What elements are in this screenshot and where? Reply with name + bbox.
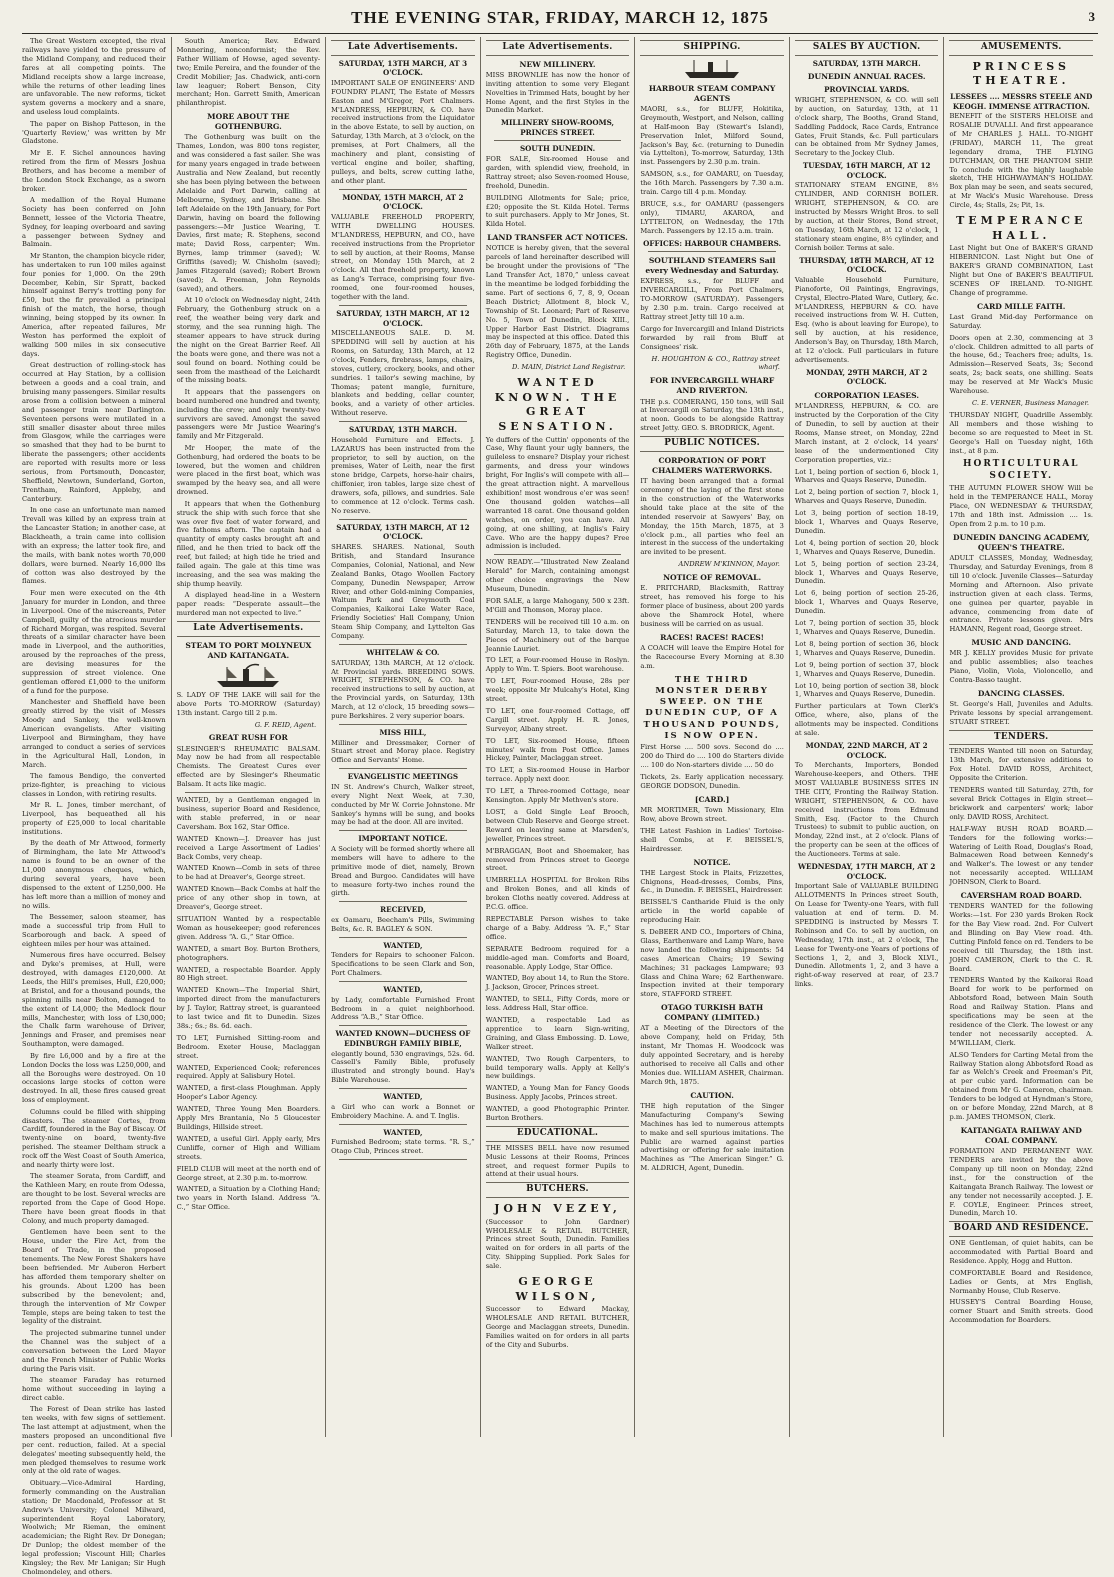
verner-signature: C. E. VERNER, Business Manager. <box>972 399 1090 407</box>
tender-ad: TENDERS wanted till Saturday, 27th, for several Brick Cottages in Elgin street—brickwork and carpenters' work; labor only. DAVID ROSS, Architect. <box>949 786 1094 821</box>
classes-heading: DANCING CLASSES. <box>977 688 1065 698</box>
sales-heading: SALES BY AUCTION. <box>795 40 939 56</box>
temperance-more: Doors open at 2.30, commencing at 3 o'clock. Children admitted to all parts of the house, 6d.; Teachers free; adults, 1s. Admission—Reserved Seats, 3s; Second seats, 2s; back seats, one shilling. Seats may be reserved at Mr Wack's Music Warehouse. <box>949 333 1094 396</box>
lease-lot: Lot 8, being portion of section 36, block 1, Wharves and Quays Reserve, Dunedin. <box>794 639 939 657</box>
caution-heading: CAUTION. <box>690 1090 734 1100</box>
wilson-ad: Successor to Edward Mackay, WHOLESALE AND RETAIL BUTCHER, George and Maclaggan streets, Dunedin. Families waited on for orders in all parts of the City and Suburbs. <box>485 1305 630 1349</box>
lease-lot: Lot 3, being portion of section 18-19, block 1, Wharves and Quays Reserve, Dunedin. <box>794 509 939 535</box>
steam-heading: STEAM TO PORT MOLYNEUX AND KAITANGATA. <box>185 640 312 660</box>
temperance-ad: Last Night but One of BAKER'S GRAND HIBERNICON. Last Night but One of BAKER'S GRAND COMBINATION, Last Night but One of BAKER'S BEAUTIFUL SCENES OF IRELAND. TO-NIGHT. Change of programme. <box>949 244 1094 297</box>
ad-body: Tenders for Repairs to schooner Falcon. Specifications to be seen Clark and Son, Port Chalmers. <box>331 951 475 978</box>
lease-lot: Lot 1, being portion of section 6, block 1, Wharves and Quays Reserve, Dunedin. <box>794 467 939 485</box>
household-ad: Valuable Household Furniture, Pianoforte, Oil Paintings, Engravings, Crystal, Electro-Plated Ware, Cutlery, &c. M'LANDRESS, HEPBURN & CO. have received instructions from W. H. Cutten, Esq. (who is about leaving for Europe), to sell by auction, at his residence, Anderson's Bay, on Thursday, 18th March, at 12 o'clock. Full particulars in future advertisements. <box>794 275 939 364</box>
invercargill-heading: FOR INVERCARGILL WHARF AND RIVERTON. <box>649 376 775 396</box>
land-signature: D. MAIN, District Land Registrar. <box>511 363 626 372</box>
caversham-ad: TENDERS WANTED for the following Works:—1st. For 230 yards Broken Rock for the Bay View road. 2nd. For Culvert and Blinding on Bay View road. 4th. Cutting Pinfold fence on rd. Tenders to be received till Thursday, the 18th inst. JOHN CAMERON, Clerk to the C. R. Board. <box>949 902 1094 973</box>
races-ad: A COACH will leave the Empire Hotel for the Racecourse Every Morning at 8.30 a.m. <box>640 643 784 670</box>
further-note: Further particulars at Town Clerk's Office, where, also, plans of the allotments may be inspected. Conditions at sale. <box>794 702 939 738</box>
ad-heading: MISS HILL, <box>379 727 427 737</box>
music-heading: MUSIC AND DANCING. <box>971 638 1072 648</box>
ad-body: ex Oamaru, Beecham's Pills, Swimming Belts, &c. R. BAGLEY & SON. <box>331 915 475 933</box>
ad-heading: RECEIVED, <box>380 905 426 915</box>
races-auction: WRIGHT, STEPHENSON, & CO. will sell by auction, on Saturday, 13th, at 11 o'clock sharp, The Booths, Grand Stand, Saddling Paddock, Race Cards, Entrance Gates, Fruit Stands, &c. Full particulars can be obtained from Mr Sydney James, Secretary to the Jockey Club. <box>794 95 939 158</box>
ad-body: Furnished Bedroom; state terms. “R. S.,” Otago Club, Princes street. <box>331 1138 475 1155</box>
late-ads-heading-3: Late Advertisements. <box>486 40 630 56</box>
news-paragraph: Obituary.—Vice-Admiral Harding, formerly commanding on the Australian station; Dr Macdonald, Professor at St Andrew's University; Colonel Milward, superintendent Royal Laboratory, Woolwich; Mr Rieman, the eminent academician; the Right Rev. Dr Donegan; Dr Dunlop; the oldest member of the legal profession; Viscount Hill; Charles Kingsley; the Rev. Mr Lanigan; Sir Hugh Cholmondeley, and others. <box>22 1478 166 1576</box>
baths-heading: OTAGO TURKISH BATH COMPANY (LIMITED.) <box>660 1003 764 1023</box>
removal-heading: NOTICE OF REMOVAL. <box>663 573 762 583</box>
board-heading: BOARD AND RESIDENCE. <box>949 1221 1093 1237</box>
races-heading: RACES! RACES! RACES! <box>660 632 765 642</box>
butcher-ad: (Successor to John Gardner) WHOLESALE & RETAIL BUTCHER, Princes street South, Dunedin. Families waited on for orders in all parts of the City. Shipping Supplied. Pork Sales for sale. <box>485 1217 630 1271</box>
butcher-name: JOHN VEZEY, <box>494 1202 621 1216</box>
ad-heading: SATURDAY, 13TH MARCH, AT 3 O'CLOCK. <box>338 58 468 78</box>
corporation-signature: ANDREW M'KINNON, Mayor. <box>678 560 780 569</box>
houghton-signature: H. HOUGHTON & CO., Rattray street wharf. <box>651 354 780 372</box>
classified-ad: WANTED, Boy about 14, to Run the Store. J. Jackson, Grocer, Princes street. <box>485 974 630 992</box>
tenders-heading: TENDERS. <box>949 730 1093 746</box>
lease-lot: Lot 6, being portion of section 25-26, block 1, Wharves and Quays Reserve, Dunedin. <box>794 589 939 616</box>
tuesday-date: TUESDAY, 16TH MARCH, AT 12 O'CLOCK. <box>802 161 931 180</box>
news-paragraph: Four men were executed on the 4th January for murder in London, and three in Liverpool. One of the miscreants, Peter Campbell, guilty of the atrocious murder of Richard Morgan, was respited. Several threats of a similar character have been made in Liverpool, and the authorities, aroused by the reproaches of the press, are devising measures for the suppression of street violence. One gentleman offered £1,000 to the uniform of a fund for the purpose. <box>22 588 166 695</box>
classified-ad: WANTED, a useful Girl. Apply early, Mrs Cunliffe, corner of High and William streets. <box>176 1134 321 1161</box>
stationary-engine-ad: STATIONARY STEAM ENGINE, 8½ CYLINDER, AND CORNISH BOILER. WRIGHT, STEPHENSON, & CO. are instructed by Messrs Wright Bros. to sell by auction, at their Stores, Bond street, on Tuesday, 16th March, at 12 o'clock, 1 stationary steam engine, 8½ cylinder, and Cornish boiler. Terms at sale. <box>794 181 939 252</box>
wanted-known-heading: WANTED KNOWN. THE GREAT SENSATION. <box>494 376 621 433</box>
caution-ad: THE high reputation of the Singer Manufacturing Company's Sewing Machines has led to numerous attempts to make and sell spurious imitations. The Public are warned against parties advertising or offering for sale imitation Machines as “The American Singer.” G. M. ALDRICH, Agent, Dunedin. <box>640 1101 784 1173</box>
late-ads-heading-2: Late Advertisements. <box>331 40 475 56</box>
ad-body: a Girl who can work a Bonnet or Embroidery Machine. A. and T. Inglis. <box>331 1102 475 1120</box>
article-paragraph: It appears that the passengers on board numbered one hundred and twenty, including the crew; and only twenty-two survivors are saved. Amongst the saved passengers were Mr Justice Wearing's family and Mr Fitzgerald. <box>176 387 321 441</box>
classified-ad: WANTED, Two Rough Carpenters, to build temporary walls. Apply at Kelly's new buildings. <box>485 1054 630 1081</box>
southland-heading: SOUTHLAND STEAMERS Sail every Wednesday and Saturday. <box>645 256 779 276</box>
ad-heading: SATURDAY, 13TH MARCH. <box>349 425 457 435</box>
classified-ad: FOR SALE, a large Mahogany, 500 x 23ft. M'Gill and Thomson, Moray place. <box>485 596 630 614</box>
column-1-news <box>22 37 171 1576</box>
steamship-icon-2 <box>682 58 742 80</box>
classified-ad: TO LET, Six-roomed House, fifteen minutes' walk from Post Office. James Hickey, Painter, Maclaggan street. <box>485 736 630 763</box>
masthead-title: THE EVENING STAR, FRIDAY, MARCH 12, 1875 <box>351 8 769 27</box>
news-paragraph: The paper on Bishop Patteson, in the 'Quarterly Review,' was written by Mr Gladstone. <box>22 119 166 146</box>
gothenburg-heading: MORE ABOUT THE GOTHENBURG. <box>207 112 290 132</box>
ad-heading: IMPORTANT NOTICE. <box>358 834 448 844</box>
balsam-ad: SLESINGER'S RHEUMATIC BALSAM. May now be had from all respectable Chemists. The Greatest Cures ever effected are by Slesinger's Rheumatic Balsam. It acts like magic. <box>176 744 321 789</box>
classified-ad: SEPARATE Bedroom required for a middle-aged man. Comforts and Board, reasonable. Apply Lodge, Star Office. <box>485 944 630 971</box>
ad-heading: SATURDAY, 13TH MARCH, AT 12 O'CLOCK. <box>336 308 470 328</box>
news-paragraph: The Bessemer, saloon steamer, has made a successful trip from Hull to Scarborough and back. A speed of eighteen miles per hour was attained. <box>22 913 166 948</box>
news-paragraph: The famous Bendigo, the converted prize-fighter, is preaching to vicious classes in London, with retiring results. <box>22 772 166 798</box>
ad-body: SHARES. SHARES. National, South British, and Standard Insurance Companies, Colonial, National, and New Zealand Banks, Otago Woollen Factory Company, Dunedin Newspaper, Arrow River, and other Gold-mining Companies, Waltum Park and Greymouth Coal Companies, Kaikorai Lake Water Race, Friendly Societies' Hall Company, Union Steam Ship Company, and Lyttelton Gas Company. <box>331 543 475 641</box>
news-paragraph: Great destruction of rolling-stock has occurred at Hay Station, by a collision between a goods and a coal train, and bruising many passengers. Similar results arose from a collision between a mineral and passenger train near Darlington. Seventeen persons were mutilated in a still smaller disaster about three miles from Glasgow, while the carriages were so smashed that they had to be burnt to liberate the passengers; other accidents are reported with results more or less serious, from Portsmouth, Doncaster, Sheffield, Newtown, Sunderland, Gorton, Trentham, Rainford, Appleby, and Canterbury. <box>22 361 166 503</box>
board-ad: COMFORTABLE Board and Residence, Ladies or Gents, at Mrs English, Normanby House, Club Reserve. <box>949 1268 1094 1295</box>
classified-ad: TO LET, a Four-roomed House in Roslyn. Apply to Wm. T. Spiers. Boot warehouse. <box>485 656 630 674</box>
leases-ad: M'LANDRESS, HEPBURN, & CO. are instructed by the Corporation of the City of Dunedin, to sell by auction at their Rooms, Manse street, on Monday, 22nd March instant, at 2 o'clock, 14 years' lease of the undermentioned City Corporation properties, viz.: <box>794 402 939 464</box>
news-paragraph: By fire L6,000 and by a fire at the London Docks the loss was L250,000, and all the Boroughs were destroyed. On 10 occasions large stocks of cotton were destroyed. In all, these fires caused great loss of employment. <box>22 1051 166 1105</box>
news-paragraph: South America; Rev. Edward Monnering, nonconformist; the Rev. Father William of Howse, aged seventy-two; Emile Pereira, and the founder of the Credit Mobilier; Jas. Chadwick, anti-corn law leaguer; Robert Benson, City merchant; Hon. Garrett Smith, American philanthropist. <box>176 37 321 108</box>
classified-ad: WANTED, Three Young Men Boarders. Apply Mrs Brantania, No 5 Gloucester Buildings, Hillside street. <box>176 1105 321 1131</box>
classified-ad: WANTED, by a Gentleman engaged in business, superior Board and Residence, with stable preferred, in or near Caversham. Box 162, Star Office. <box>176 796 321 831</box>
cantharide-ad: BEISSEL'S Cantharide Fluid is the only article in the world capable of reproducing Hair. <box>640 898 784 925</box>
classified-ad: REPECTABLE Person wishes to take charge of a Baby. Address “A. F.,” Star office. <box>485 914 630 941</box>
butchers-heading: BUTCHERS. <box>486 1182 630 1198</box>
news-paragraph: The Forest of Dean strike has lasted ten weeks, with few signs of settlement. The last attempt at adjustment, when the masters proposed an unconditional five per cent. reduction, failed. At a special delegates' meeting subsequently held, the men pledged themselves to resume work only at the old rate of wages. <box>22 1405 166 1476</box>
classified-ad: WANTED Known—The Imperial Shirt, imported direct from the manufacturers by J. Taylor, Rattray street, is guaranteed to last twice and fit to Dunedin. Sizes 38s.; 6s.; 8s. 6d. each. <box>176 986 321 1030</box>
column-6-auctions <box>789 37 944 1437</box>
debeer-ad: S. DeBEER AND CO., Importers of China, Glass, Earthenware and Lamp Ware, have now landed the following shipments: 54 cases American Chairs; 19 Sewing Machines; 31 packages Lampware; 93 Glass and China Ware; 62 Earthenware. Inspection invited at their temporary store, STAFFORD STREET. <box>640 928 784 999</box>
article-paragraph: At 10 o'clock on Wednesday night, 24th February, the Gothenburg struck on a reef, the weather being very dark and stormy, and the sea running high. The steamer appears to have struck during the night on the Great Barrier Reef. All the boats were gone, and there was not a soul found on board. Nothing could be seen from the masthead of the Leichardt of the missing boats. <box>176 296 321 385</box>
news-paragraph: By the death of Mr Attwood, formerly of Birmingham, the late Mr Attwood's name is found to be an owner of the L1,000 anonymous cheques, which, during several years, have been dispensed to the extent of L250,000. He has left more than a million of money and no wills. <box>22 839 166 910</box>
offices: OFFICES: HARBOUR CHAMBERS. <box>643 238 782 248</box>
invercargill-ad: THE p.s. COMERANG, 150 tons, will Sail at Invercargill on Saturday, the 13th inst., at noon. Goods to be alongside Rattray street Jetty. GEO. S. BRODRICK, Agent. <box>640 397 784 433</box>
ad-heading: WANTED, <box>383 985 423 995</box>
educational-ad: THE MISSES BELL have now resumed Music Lessons at their Rooms, Princes street, and request former Pupils to attend at their usual hours. <box>485 1143 630 1179</box>
ad-heading: EVANGELISTIC MEETINGS <box>347 772 459 782</box>
news-paragraph: A medallion of the Royal Humane Society has been conferred on John Bennett, lessee of the Victoria Theatre, Sydney, for leaping overboard and saving a passenger between Sydney and Balmain. <box>22 195 166 249</box>
classified-ad: WANTED, Experienced Cook; references required. Apply at Salisbury Hotel. <box>176 1063 321 1081</box>
corporation-heading: CORPORATION OF PORT CHALMERS WATERWORKS. <box>652 455 773 475</box>
business-sites-ad: To Merchants, Importers, Bonded Warehouse-keepers, and Others. THE MOST VALUABLE BUSINESS SITES IN THE CITY, Fronting the Railway Station. WRIGHT, STEPHENSON, & CO. have received instructions from Edmund Smith, Esq. (Factor to the Church Trustees) to submit to public auction, on Monday, 22nd inst., at 2 o'clock. Plans of the property can be seen at the offices of the Auctioneers. Terms at sale. <box>794 761 939 859</box>
ship-ad: SAMSON, s.s., for OAMARU, on Tuesday, the 16th March. Passengers by 7.30 a.m. train. Cargo till 4 p.m. Monday. <box>640 170 784 197</box>
lease-lot: Lot 2, being portion of section 7, block 1, Wharves and Quays Reserve, Dunedin. <box>794 488 939 506</box>
express-ad: EXPRESS, s.s., for BLUFF and INVERCARGILL, From Port Chalmers, TO-MORROW (SATURDAY). Passengers by 2.30 p.m. train. Cargo received at Rattray street Jetty till 10 a.m. <box>640 277 784 321</box>
sensation-ad: Ye duffers of the Cuttin' opponents of the Case, Why flaunt your ugly banners, the guileless to ensnare? Display your richest garments, and dress your windows bright, For Inglis's will compete with all—the great attraction night. A marvellous exhibition! most wondrous e'er was seen! One thousand golden watches—all warranted 18 carat. One thousand golden watches, on order, you can have. All going, at one shilling, at Inglis's Fairy Cave. Who are the happy dupes? Free admission is included. <box>485 435 630 551</box>
lease-lot: Lot 10, being portion of section 38, block 1, Wharves and Quays Reserve, Dunedin. <box>794 681 939 699</box>
news-paragraph: Gentlemen have been sent to the House, under the Fire Act, from the Board of Trade, in the proposed tenements. The New Forest Shakers have been befriended. Mr Auberon Herbert has afforded them temporary shelter on his grounds. About L200 has been subscribed by the benevolent; and, through the intervention of Mr Cowper Temple, steps are being taken to test the legality of the distraint. <box>22 1228 166 1326</box>
news-paragraph: The projected submarine tunnel under the Channel was the subject of a conversation between the Lord Mayor and the French Minister of Public Works during the Paris visit. <box>22 1328 166 1373</box>
steamship-icon <box>213 663 283 689</box>
classified-ad: WANTED, a respectable Lad as apprentice to learn Sign-writing, Graining, and Glass Embossing. D. Lowe, Walker street. <box>485 1016 630 1051</box>
tender-ad: HALF-WAY BUSH ROAD BOARD.—Tenders for the following works:—Watering of Leith Road, Douglas's Road, Balmacewen Road between Kennedy's and Walker's. The lowest or any tender not necessarily accepted. WILLIAM JOHNSON, Clerk to Board. <box>949 824 1094 887</box>
news-paragraph: The steamer Faraday has returned home without succeeding in laying a direct cable. <box>22 1375 166 1402</box>
classified-ad: SITUATION Wanted by a respectable Woman as housekeeper; good references given. Address “A. G.,” Star Office. <box>176 914 321 941</box>
classified-ad: TO LET, a Six-roomed House in Harbor terrace. Apply next door. <box>485 766 630 784</box>
temperance-heading: TEMPERANCE HALL. <box>956 214 1087 242</box>
races-title: DUNEDIN ANNUAL RACES. <box>807 72 926 82</box>
music-ad: MR J. KELLY provides Music for private and public assemblies; also teaches Piano, Violin, Viola, Violoncello, and Contra-Basso taught. <box>949 649 1094 685</box>
classified-ad: TO LET, Four-roomed House, 28s per week; opposite Mr Mulcahy's Hotel, King street. <box>485 677 630 704</box>
harbour-heading: HARBOUR STEAM COMPANY AGENTS <box>648 83 776 103</box>
lease-lot: Lot 5, being portion of section 23-24, block 1, Wharves and Quays Reserve, Dunedin. <box>794 559 939 586</box>
column-2-news <box>171 37 326 1437</box>
notice-heading: NOTICE. <box>693 857 731 867</box>
faith-heading: CARD MILLE FAITH. <box>977 301 1066 311</box>
ad-body: Milliner and Dressmaker, Corner of Stuart street and Moray place. Registry Office and Servants' Home. <box>331 738 475 765</box>
land-heading: LAND TRANSFER ACT NOTICES. <box>487 233 628 243</box>
news-paragraph: In one case an unfortunate man named Trevall was killed by an express train at the Lancaster Station; in another case, at Blackheath, a train came into collision with an express; the latter took fire, and the mails, with bank notes worth 70,000 dollars, were burned. Nearly 16,000 lbs of cotton was also destroyed by the flames. <box>22 506 166 586</box>
educational-heading: EDUCATIONAL. <box>486 1126 630 1142</box>
ad-body: MISCELLANEOUS SALE. D. M. SPEDDING will sell by auction at his Rooms, on Saturday, 13th March, at 12 o'clock, Fenders, firebrass, lamps, chairs, stoves, cutlery, crockery, books, and other sundries. 1 tailor's sewing machine, by Thomas; patent mangle, furniture, blankets and bedding, cellar counter, books, and a variety of other articles. Without reserve. <box>331 329 475 418</box>
races-place: PROVINCIAL YARDS. <box>824 85 910 95</box>
ad-body: Household Furniture and Effects. J. LAZARUS has been instructed from the proprietor, to sell by auction, on the premises, Water of Leith, near the first stone bridge, Carpets, horse-hair chairs, chiffonier, iron tables, large size chest of drawers, sofa, pillows, and sundries. Sale to commence at 12 o'clock. Terms cash. No reserve. <box>331 435 475 515</box>
classified-ad: WANTED Known—Comb in sets of three to be had at Dreaver's, George street. <box>176 864 321 882</box>
lease-lot: Lot 4, being portion of section 20, block 1, Wharves and Quays Reserve, Dunedin. <box>794 538 939 556</box>
classified-ad: M'BRAGGAN, Boot and Shoemaker, has removed from Princes street to George street. <box>485 846 630 873</box>
theatre-ad: BENEFIT of the SISTERS HELOISE and ROSALIE DUVALLI. And first appearance of Mr CHARLES J. HALL. TO-NIGHT (FRIDAY), MARCH 11, The great legendary drama, THE FLYING DUTCHMAN, OR THE PHANTOM SHIP. To conclude with the highly laughable sketch, THE HIGHWAYMAN'S HOLIDAY. Box plan may be seen, and seats secured, at Mr Wack's Music Warehouse. Dress Circle, 4s; Stalls, 2s; Pit, 1s. <box>949 112 1094 210</box>
classified-ad: TO LET, one four-roomed Cottage, off Cargill street. Apply H. R. Jones, Surveyor, Albany street. <box>485 706 630 733</box>
allotments-ad: Important Sale of VALUABLE BUILDING ALLOTMENTS In Princes street South, On Lease for Twenty-one Years, with full valuation at end of term. D. M. SPEDDING is instructed by Messrs T. Robinson and Co. to sell by auction, on Wednesday, 17th inst., at 2 o'clock, The Lease for Twenty-one Years of portions of Sections 1, 2, and 3, Block XLVI., Dunedin. Allotments 1, 2, and 3 have a right-of-way reserved at rear, of 23.7 links. <box>794 882 939 989</box>
classified-ad: WANTED, a respectable Boarder. Apply 80 High street. <box>176 965 321 983</box>
fringe-ad: THE Latest Fashion in Ladies' Tortoise-shell Combs, at F. BEISSEL'S, Hairdresser. <box>640 826 784 853</box>
wilson-name: GEORGE WILSON, <box>515 1275 600 1303</box>
lease-lot: Lot 9, being portion of section 37, block 1, Wharves and Quays Reserve, Dunedin. <box>794 660 939 678</box>
board-ad: ONE Gentleman, of quiet habits, can be accommodated with Partial Board and Residence. Apply, Hogg and Hutton. <box>949 1239 1094 1265</box>
ad-body: A Society will be formed shortly where all members will have to adhere to the primitive mode of diet, namely, Brown Bread and Burgoo. Candidates will have to measure forty-two inches round the girth. <box>331 844 475 898</box>
news-paragraph: The Great Western excepted, the rival railways have yielded to the pressure of the Midland Company, and reduced their fares at all competing points. The Midland receipts show a large increase, while the returns of other leading lines are unfavorable. The new reforms, ticket system governs a mockery and a snare, and useless loud complaints. <box>22 37 166 117</box>
races-date: SATURDAY, 13TH MARCH. <box>812 58 921 68</box>
ad-body: IMPORTANT SALE OF ENGINEERS' AND FOUNDRY PLANT, The Estate of Messrs Easton and M'Gregor, Port Chalmers. M'LANDRESS, HEPBURN, & CO. have received instructions from the Liquidator in the above Estate, to sell by auction, on Saturday, 13th March, at 3 o'clock, on the premises, at Port Chalmers, all the machinery and plant, consisting of vertical engine and boiler, shafting, pulleys, and belts, screw cutting lathe, and other plant. <box>331 78 475 185</box>
page-number: 3 <box>1088 9 1096 24</box>
amusements-heading: AMUSEMENTS. <box>949 40 1093 56</box>
classified-ad: TENDERS will be received till 10 a.m. on Saturday, March 13, to take down the Pieces of Machinery out of the barque Jeannie Lauriet. <box>485 617 630 653</box>
monday22-date: MONDAY, 22ND MARCH, AT 2 O'CLOCK. <box>805 740 928 760</box>
board-ad: HUSSEY'S Central Boarding House, corner Stuart and Smith streets. Good Accommodation for Boarders. <box>949 1298 1094 1325</box>
classified-ad: WANTED, a Situation by a Clothing Hand; two years in North Island. Address “A. C.,” Star Office. <box>176 1185 321 1212</box>
horticultural-ad: THE AUTUMN FLOWER SHOW Will be held in the TEMPERANCE HALL, Moray Place, ON WEDNESDAY & THURSDAY, 17th and 18th inst. Admission .... 1s. Open from 2 p.m. to 10 p.m. <box>949 484 1094 528</box>
ad-heading: WANTED, <box>383 1127 423 1137</box>
land-notice: NOTICE is hereby given, that the several parcels of land hereinafter described will be brought under the provisions of “The Land Transfer Act, 1870,” unless caveat in the meantime be lodged forbidding the same. Part of sections 6, 7, 8, 9, Ocean Beach District; Allotment 8, block V., Township of St. Leonard; Part of Reserve No. 5, Town of Dunedin, Block XIII., Upper Harbor East District. Diagrams may be inspected at this office. Dated this 26th day of February, 1875, at the Lands Registry Office, Dunedin. <box>485 244 630 360</box>
corporation-ad: IT having been arranged that a formal ceremony of the laying of the first stone in the construction of the Waterworks should take place at the site of the intended reservoir at Sawyers' Bay, on Monday, the 15th March, 1875, at 3 o'clock p.m., all parties who feel an interest in the success of the undertaking are invited to be present. <box>640 477 784 557</box>
railway-heading: KAITANGATA RAILWAY AND COAL COMPANY. <box>960 1125 1082 1145</box>
classified-ad: UMBRELLA HOSPITAL for Broken Ribs and Broken Bones, and all kinds of broken Cloths neatly covered. Address at P.C.G. office. <box>485 876 630 912</box>
shipping-heading: SHIPPING. <box>640 40 784 56</box>
quadrille-ad: THURSDAY NIGHT, Quadrille Assembly. All members and those wishing to become so are requested to Meet in St. George's Hall on Tuesday night, 16th inst., at 8 p.m. <box>949 410 1094 455</box>
steam-signature: G. F. REID, Agent. <box>254 720 317 729</box>
railway-ad: FORMATION AND PERMANENT WAY. TENDERS are invited by the above Company up till noon on Monday, 22nd inst., for the construction of the Kaitangata Branch Railway. The lowest or any tender not necessarily accepted. J. E. F. COYLE, Engineer. Princes street, Dunedin, March 10. <box>949 1147 1094 1218</box>
south-dunedin: SOUTH DUNEDIN. <box>519 144 596 154</box>
theatre-heading: PRINCESS THEATRE. <box>972 59 1070 88</box>
thursday-date: THURSDAY, 18TH MARCH, AT 12 O'CLOCK. <box>799 255 935 275</box>
monday-date: MONDAY, 29TH MARCH, AT 2 O'CLOCK. <box>806 367 928 387</box>
classified-ad: WANTED, to SELL, Fifty Cords, more or less. Address Hall, Star office. <box>485 995 630 1013</box>
column-4-ads <box>480 37 635 1437</box>
ad-body: elegantly bound, 530 engravings, 52s. 6d. Cassell's Family Bible, profusely illustrated and strongly bound. Hay's Bible Warehouse. <box>331 1049 475 1085</box>
cargo-note: Cargo for Invercargill and Inland Districts forwarded by rail from Bluff at Consignees' risk. <box>640 324 784 351</box>
news-paragraph: Mr E. F. Sichel announces having retired from the firm of Messrs Joshua Brothers, and has become a member of the London Stock Exchange, as a sworn broker. <box>22 148 166 193</box>
classified-ad: TO LET, a Three-roomed Cottage, near Kensington. Apply Mr Methven's store. <box>485 787 630 805</box>
building-ad: BUILDING Allotments for Sale; price, £20; opposite the St. Kilda Hotel. Terms to suit purchasers. Apply to Mr Jones, St. Kilda Hotel. <box>485 193 630 229</box>
columns <box>22 37 1098 1576</box>
column-7-amusements <box>943 37 1098 1437</box>
classified-ad: LOST, a Gold Single Leaf Brooch, between Club Reserve and George street. Reward on leaving same at Marsden's, jeweller, Princes street. <box>485 808 630 843</box>
ad-heading: WANTED KNOWN—DUCHESS OF EDINBURGH FAMILY BIBLE, <box>335 1029 471 1048</box>
baths-ad: AT a Meeting of the Directors of the above Company, held on Friday, 5th instant, Mr Thomas H. Woodcock was duly appointed Secretary, and is hereby authorised to receive all Calls and other Monies due. WILLIAM ASHER, Chairman. March 9th, 1875. <box>640 1024 784 1086</box>
lease-lot: Lot 7, being portion of section 35, block 1, Wharves and Quays Reserve, Dunedin. <box>794 619 939 636</box>
classes-ad: St. George's Hall, Juveniles and Adults. Private lessons by special arrangement. STUART STREET. <box>949 700 1094 726</box>
ad-body: SATURDAY, 13th MARCH, At 12 o'clock. At Provincial yards. BREEDING SOWS. WRIGHT, STEPHENSON, & CO. have received instructions to sell by auction, at the Provincial yards, on Saturday, 13th March, at 12 o'clock, 15 breeding sows—pure Berkshires. 2 very superior boars. <box>331 658 475 721</box>
classified-ad: WANTED Known—J. Dreaver has just received a Large Assortment of Ladies' Back Combs, very cheap. <box>176 834 321 861</box>
ad-heading: MONDAY, 15TH MARCH, AT 2 O'CLOCK. <box>342 192 464 212</box>
matinee-ad: Last Grand Mid-day Performance on Saturday. <box>949 312 1094 330</box>
news-paragraph: Mr Stanton, the champion bicycle rider, has undertaken to run 100 miles against four ponies for 1,000. On the 29th December, Kebin, Sir Spratt, backed himself against Berry's trotting pony for £50, but the fir prevailed a principal finish of the match, the horse, though winning, being stopped by its owner. In America, after repeated failures, Mr Weston has performed the exploit of walking 500 miles in six consecutive days. <box>22 251 166 358</box>
news-paragraph: Manchester and Sheffield have been greatly stirred by the visit of Messrs Moody and Sankey, the well-known American evangelists. After visiting Liverpool and Birmingham, they have arranged to conduct a series of services in the Agricultural Hall, London, in March. <box>22 698 166 769</box>
article-paragraph: A displayed head-line in a Western paper reads: “Desperate assault—the murdered man not expected to live.” <box>176 591 321 618</box>
wednesday-date: WEDNESDAY, 17TH MARCH, AT 2 O'CLOCK. <box>797 862 936 881</box>
for-sale-ad: FOR SALE, Six-roomed House and garden, with splendid view, freehold, in Rattray street; also Seven-roomed House, freehold, Dunedin. <box>485 155 630 190</box>
late-ads-heading: Late Advertisements. <box>177 621 321 637</box>
classified-ad: WANTED, a good Photographic Printer. Burton Brothers. <box>485 1105 630 1123</box>
showrooms: MILLINERY SHOW-ROOMS, PRINCES STREET. <box>501 118 615 137</box>
article-paragraph: It appears that when the Gothenburg struck the ship with such force that she was over five feet of water forward, and five fathoms aftern. The captain had a quantity of empty casks brought aft and filled, and he then tried to back off the reef, but failed; at high tide he tried and failed again. The gale at this time was increasing, and the sea was making the ship thump heavily. <box>176 499 321 588</box>
also-ad: ALSO Tenders for Carting Metal from the Railway Station along Abbotsford Road as far as Welch's Creek and Freeman's Pit, at per cubic yard. Information can be obtained from Mr G. Cameron, chairman. Tenders to be lodged at Hyndman's Store, on or before Monday, 22nd March, at 8 p.m. JAMES THOMSON, Clerk. <box>949 1050 1094 1121</box>
tender-ad: TENDERS Wanted till noon on Saturday, 13th March, for extensive additions to Fox Hotel. DAVID ROSS, Architect, Opposite the Criterion. <box>949 747 1094 783</box>
classified-ad: NOW READY.—“Illustrated New Zealand Herald” for March, containing amongst other choice engravings the New Museum, Dunedin. <box>485 558 630 594</box>
derby-heading: THE THIRD MONSTER DERBY SWEEP. ON THE DUNEDIN CUP, OF A THOUSAND POUNDS, IS NOW OPEN. <box>643 674 781 742</box>
dancing-ad: ADULT CLASSES, Monday, Wednesday, Thursday, and Saturday Evenings, from 8 till 10 o'clock. Juvenile Classes—Saturday Morning and Afternoon. Also private instruction given at each class. Terms, one guinea per quarter, payable in advance, commencing from date of entrance. Private lessons given. Mrs HAMANN, Regent road, George street. <box>949 554 1094 634</box>
rush-heading: GREAT RUSH FOR <box>208 733 288 743</box>
notice-ad: THE Largest Stock in Plaits, Frizzettes, Chignons, Head-dresses, Combs, Pins, &c., in Dunedin. F. BEISSEL, Hairdresser. <box>640 868 784 895</box>
kaikorai-ad: TENDERS Wanted by the Kaikorai Road Board for work to be performed on Abbotsford Road, between Main South Road and Railway Station. Plans and specifications may be seen at the residence of the Clerk. The lowest or any tender not necessarily accepted. A. M'WILLIAM, Clerk. <box>949 976 1094 1047</box>
news-paragraph: The steamer Sorata, from Cardiff, and the Kathleen Mary, en route from Odessa, are thought to be lost. Several wrecks are reported from the Cape of Good Hope. There have been great floods in that Colony, and much property damaged. <box>22 1172 166 1225</box>
ad-heading: SATURDAY, 13TH MARCH, AT 12 O'CLOCK. <box>336 522 470 542</box>
public-notices-heading: PUBLIC NOTICES. <box>640 436 784 452</box>
news-paragraph: Columns could be filled with shipping disasters. The steamer Cortes, from Cardiff, foundered in the Bay of Biscay. Of twenty-nine on board, twenty-five perished. The steamer Deltham struck a rock off the West Coast of South America, and nearly thirty were lost. <box>22 1107 166 1170</box>
ship-ad: MAORI, s.s., for BLUFF, Hokitika, Greymouth, Westport, and Nelson, calling at Half-moon Bay (Stewart's Island), Preservation Inlet, Milford Sound, Jackson's Bay, &c. (returning to Dunedin via Lyttelton), To-morrow, Saturday, 13th inst. Passengers by 2.30 p.m. train. <box>640 104 784 167</box>
removal-ad: E. PRITCHARD, Blacksmith, Rattray street, has removed his forge to his former place of business, about 200 yards above the Shamrock Hotel, where business will be carried on as usual. <box>640 584 784 628</box>
column-5-shipping <box>634 37 789 1437</box>
news-paragraph: Mr R. L. Jones, timber merchant, of Liverpool, has bequeathed all his property of £25,000 to local charitable institutions. <box>22 801 166 836</box>
millinery-heading: NEW MILLINERY. <box>519 59 596 69</box>
article-paragraph: The Gothenburg was built on the Thames, London, was 800 tons register, and was considered a fast sailer. She was for many years engaged in trade between Australia and New Zealand, but recently she has been plying between the between Adelaide and Port Darwin, calling at Melbourne, Sydney, and Brisbane. She left Adelaide on the 19th January, for Port Darwin, having on board the following passengers:—Mr Justice Wearing, T. Davies, first mate; R. Stephens, second mate; David Ross, carpenter; Wm. Byrnes, lamp trimmer (saved); W. Griffiths (saved); W. Chisholm (saved); James Fitzgerald (saved); Robert Brown (saved); A. Freeman, John Reynolds (saved), and others. <box>176 133 321 293</box>
ad-body: by Lady, comfortable Furnished Front Bedroom in a quiet neighborhood. Address “A.B.,” Star Office. <box>331 995 475 1022</box>
theatre-lessees: LESSEES .... MESSRS STEELE AND KEOGH. IMMENSE ATTRACTION. <box>950 91 1093 111</box>
derby-tickets: Tickets, 2s. Early application necessary. GEORGE DODSON, Dunedin. <box>640 773 784 790</box>
classified-ad: WANTED, a Young Man for Fancy Goods Business. Apply Jacobs, Princes street. <box>485 1084 630 1102</box>
horticultural-heading: HORTICULTURAL SOCIETY. <box>963 459 1080 482</box>
ad-heading: WHITELAW & CO. <box>366 648 440 658</box>
steam-ad: S. LADY OF THE LAKE will sail for the above Ports TO-MORROW (Saturday) 13th instant. Cargo till 2 p.m. <box>176 690 321 717</box>
classified-ad: WANTED, a first-class Ploughman. Apply Hooper's Labor Agency. <box>176 1084 321 1102</box>
derby-prizes: First Horse .... 500 sovs. Second do .... 200 do Third do .... 100 do Starters divide .... 100 do Non-starters divide .... 50 do <box>640 743 784 770</box>
classified-ad: FIELD CLUB will meet at the north end of George street, at 2.30 p.m. to-morrow. <box>176 1164 321 1182</box>
classified-ad: TO LET, Furnished Sitting-room and Bedroom. Exeter House, Maclaggan street. <box>176 1033 321 1060</box>
leases-heading: CORPORATION LEASES. <box>814 391 919 401</box>
ad-body: IN St. Andrew's Church, Walker street, every Night Next Week, at 7.30, conducted by Mr W. Corrie Johnstone. Mr Sankey's hymns will be sung, and books may be had at the door. All are invited. <box>331 782 475 827</box>
millinery-ad: MISS BROWNLIE has now the honor of inviting attention to some very Elegant Novelties in Trimmed Hats, bought by her Home Agent, and the first Styles in the Dunedin Market. <box>485 70 630 115</box>
news-paragraph: Numerous fires have occurred. Belsey and Dyke's premises, at Hull, were destroyed, with damages £120,000. At Leeds, the Hill's premises, Hull, £20,000; at Bristol, and for a thousand pounds, the spinning mills near Bolton, damaged to the extent of L4,000; the Medlock flour mills, Manchester, with loss of L30,000; the Chalk farm warehouse of Driver, Jennings and Fraser, and premises near Southampton, were damaged. <box>22 951 166 1049</box>
ad-heading: WANTED, <box>383 1092 423 1102</box>
masthead <box>22 8 1098 34</box>
dancing-heading: DUNEDIN DANCING ACADEMY, QUEEN'S THEATRE. <box>953 532 1090 552</box>
ad-body: VALUABLE FREEHOLD PROPERTY, WITH DWELLING HOUSES. M'LANDRESS, HEPBURN, and CO., have received instructions from the Proprietor to sell by auction, at their Rooms, Manse street, on Monday 15th March, at 2 o'clock. All that freehold property, known as Lang's Terrace, comprising four five-roomed, one four-roomed houses, together with the land. <box>331 212 475 302</box>
classified-ad: WANTED, a smart Boy. Burton Brothers, photographers. <box>176 944 321 962</box>
column-3-ads <box>325 37 480 1437</box>
classified-ad: WANTED Known—Back Combs at half the price of any other shop in town, at Dreaver's, George street. <box>176 885 321 912</box>
ad-heading: WANTED, <box>383 940 423 950</box>
card-heading: [CARD.] <box>694 794 730 804</box>
article-paragraph: Mr Hooper, the mate of the Gothenburg, had ordered the boats to be lowered, but the women and children were placed in the first boat, which was swamped by the heavy sea, and all were drowned. <box>176 443 321 497</box>
card-ad: MR MORTIMER, Town Missionary, Elm Row, above Brown street. <box>640 805 784 823</box>
ship-ad: BRUCE, s.s., for OAMARU (passengers only), TIMARU, AKAROA, and LYTTELTON, on Wednesday, the 17th March. Passengers by 12.15 a.m. train. <box>640 199 784 235</box>
caversham-heading: CAVERSHAM ROAD BOARD. <box>960 891 1082 901</box>
